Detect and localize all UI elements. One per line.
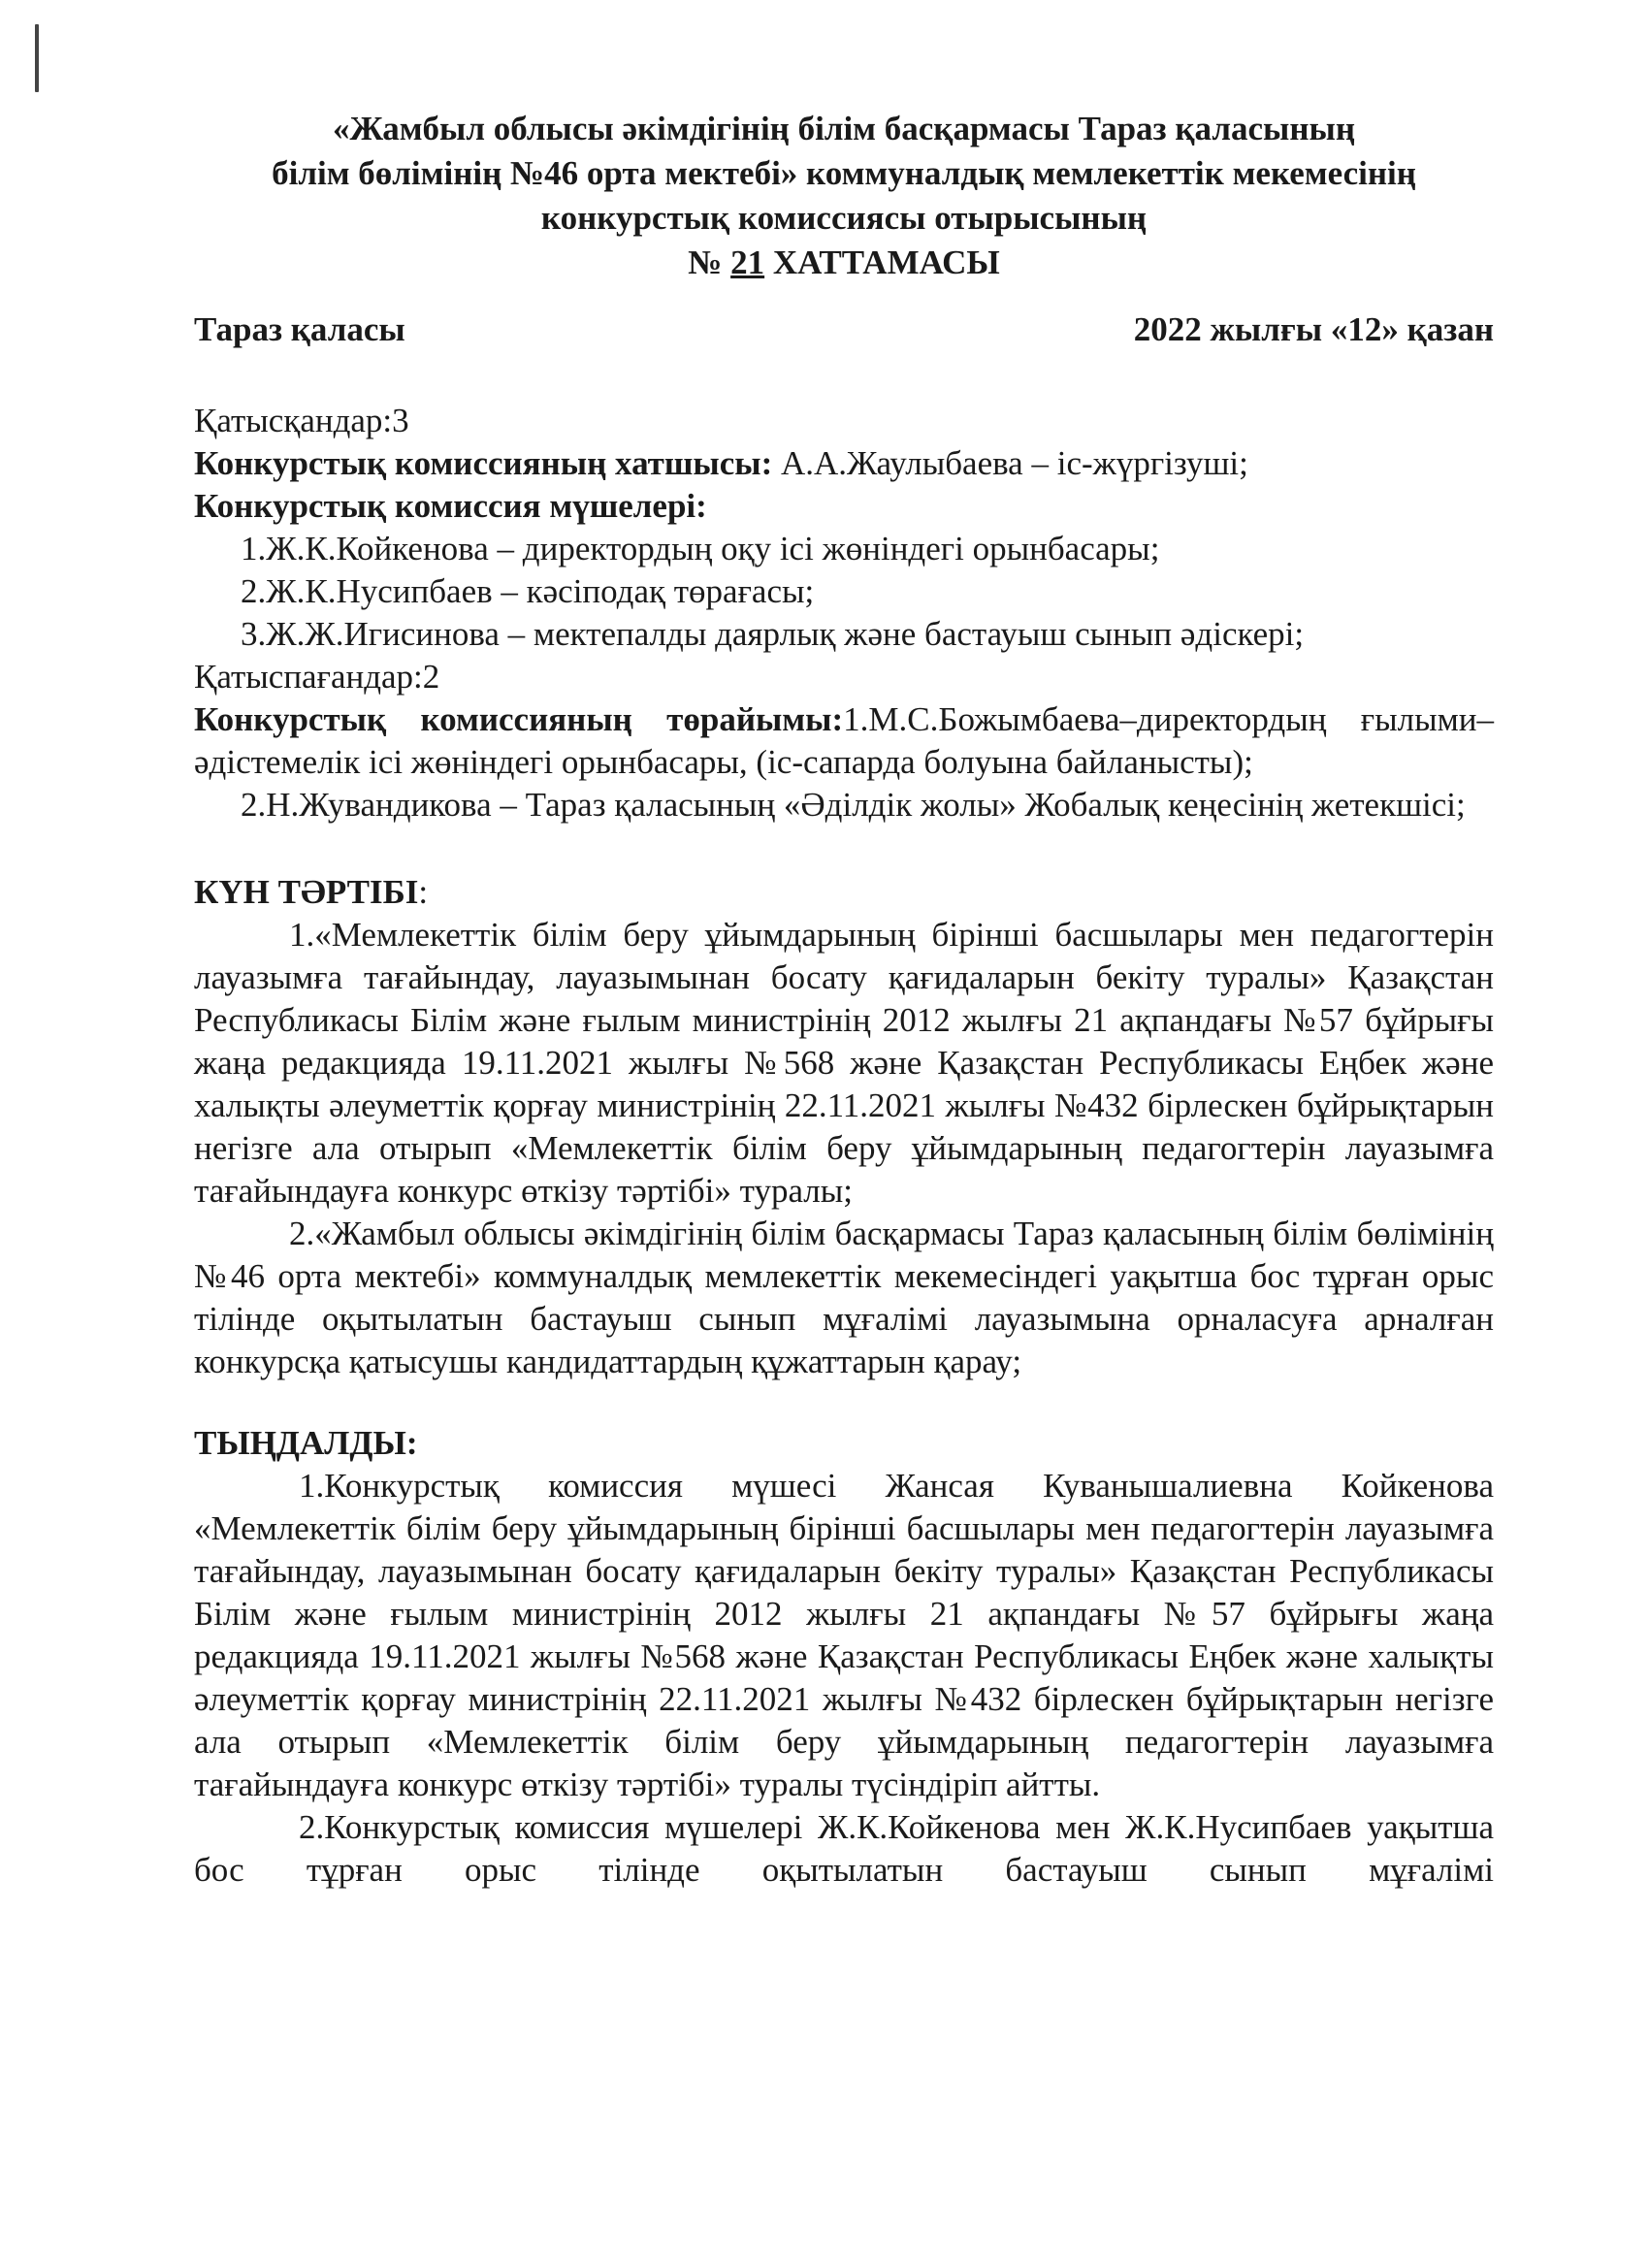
- title-line-1: «Жамбыл облысы әкімдігінің білім басқармасы Тараз қаласының: [332, 110, 1356, 147]
- agenda-heading: КҮН ТӘРТІБІ: [194, 873, 419, 911]
- member-item: 1.Ж.К.Койкенова – директордың оқу ісі жөніндегі орынбасары;: [241, 530, 1160, 567]
- agenda-heading-colon: :: [418, 873, 429, 911]
- chair-label: Конкурстық комиссияның төрайымы:: [194, 700, 844, 738]
- secretary-label: Конкурстық комиссияның хатшысы:: [194, 444, 773, 482]
- spacer: [194, 826, 1494, 871]
- agenda-heading-line: [194, 871, 1494, 914]
- protocol-number: 21: [730, 243, 765, 281]
- title-line-2: білім бөлімінің №46 орта мектебі» коммуналдық мемлекеттік мекемесінің: [272, 154, 1416, 192]
- member-item: 2.Ж.К.Нусипбаев – кәсіподақ төрағасы;: [241, 572, 815, 610]
- agenda-item: 1.«Мемлекеттік білім беру ұйымдарының бірінші басшылары мен педагогтерін лауазымға тағайындау, лауазымынан босату қағидаларын бекіту туралы» Қазақстан Республикасы Білім және ғылым министрінің 2012 жылғы 21 ақпандағы №57 бұйрығы жаңа редакцияда 19.11.2021 жылғы №568 және Қазақстан Республикасы Еңбек және халықты әлеуметтік қорғау министрінің 22.11.2021 жылғы №432 бірлескен бұйрықтарын негізге ала отырып «Мемлекеттік білім беру ұйымдарының педагогтерін лауазымға тағайындауға конкурс өткізу тәртібі» туралы;: [194, 916, 1494, 1210]
- chair-line: [194, 698, 1494, 784]
- absent-count: Қатыспағандар:2: [194, 658, 440, 696]
- document-title: [194, 107, 1494, 285]
- date: 2022 жылғы «12» қазан: [1133, 310, 1494, 348]
- present-count: Қатысқандар:3: [194, 402, 409, 439]
- protocol-number-line: [194, 241, 1494, 285]
- secretary-line: [194, 442, 1494, 485]
- city: Тараз қаласы: [194, 310, 405, 348]
- heard-heading: ТЫҢДАЛДЫ:: [194, 1424, 418, 1462]
- heard-item: 1.Конкурстық комиссия мүшесі Жансая Куванышалиевна Койкенова «Мемлекеттік білім беру ұйымдарының бірінші басшылары мен педагогтерін лауазымға тағайындау, лауазымынан босату қағидаларын бекіту туралы» Қазақстан Республикасы Білім және ғылым министрінің 2012 жылғы 21 ақпандағы №57 бұйрығы жаңа редакцияда 19.11.2021 жылғы №568 және Қазақстан Республикасы Еңбек және халықты әлеуметтік қорғау министрінің 22.11.2021 жылғы №432 бірлескен бұйрықтарын негізге ала отырып «Мемлекеттік білім беру ұйымдарының педагогтерін лауазымға тағайындауға конкурс өткізу тәртібі» туралы түсіндіріп айтты.: [194, 1467, 1494, 1803]
- protocol-suffix: ХАТТАМАСЫ: [764, 243, 1000, 281]
- chair-value: 1.М.С.Божымбаева–директордың ғылыми–әдістемелік ісі жөніндегі орынбасары, (іс-сапарда болуына байланысты);: [194, 700, 1494, 781]
- agenda-item: 2.«Жамбыл облысы әкімдігінің білім басқармасы Тараз қаласының білім бөлімінің №46 орта мектебі» коммуналдық мемлекеттік мекемесіндегі уақытша бос тұрған орыс тілінде оқытылатын бастауыш сынып мұғалімі лауазымына орналасуға арналған конкурсқа қатысушы кандидаттардың құжаттарын қарау;: [194, 1215, 1494, 1380]
- absent-second: 2.Н.Жувандикова – Тараз қаласының «Әділдік жолы» Жобалық кеңесінің жетекшісі;: [241, 786, 1466, 824]
- members-label: Конкурстық комиссия мүшелері:: [194, 487, 707, 525]
- title-line-3: конкурстық комиссиясы отырысының: [540, 199, 1148, 237]
- secretary-value: А.А.Жаулыбаева – іс-жүргізуші;: [772, 444, 1248, 482]
- document-body: [194, 400, 1494, 1892]
- spacer: [194, 1383, 1494, 1422]
- scan-margin-mark: [35, 24, 39, 92]
- protocol-prefix: №: [688, 243, 731, 281]
- place-date-row: [194, 310, 1494, 349]
- heard-item: 2.Конкурстық комиссия мүшелері Ж.К.Койкенова мен Ж.К.Нусипбаев уақытша бос тұрған орыс тілінде оқытылатын бастауыш сынып мұғалімі: [194, 1808, 1494, 1889]
- member-item: 3.Ж.Ж.Игисинова – мектепалды даярлық және бастауыш сынып әдіскері;: [241, 615, 1305, 653]
